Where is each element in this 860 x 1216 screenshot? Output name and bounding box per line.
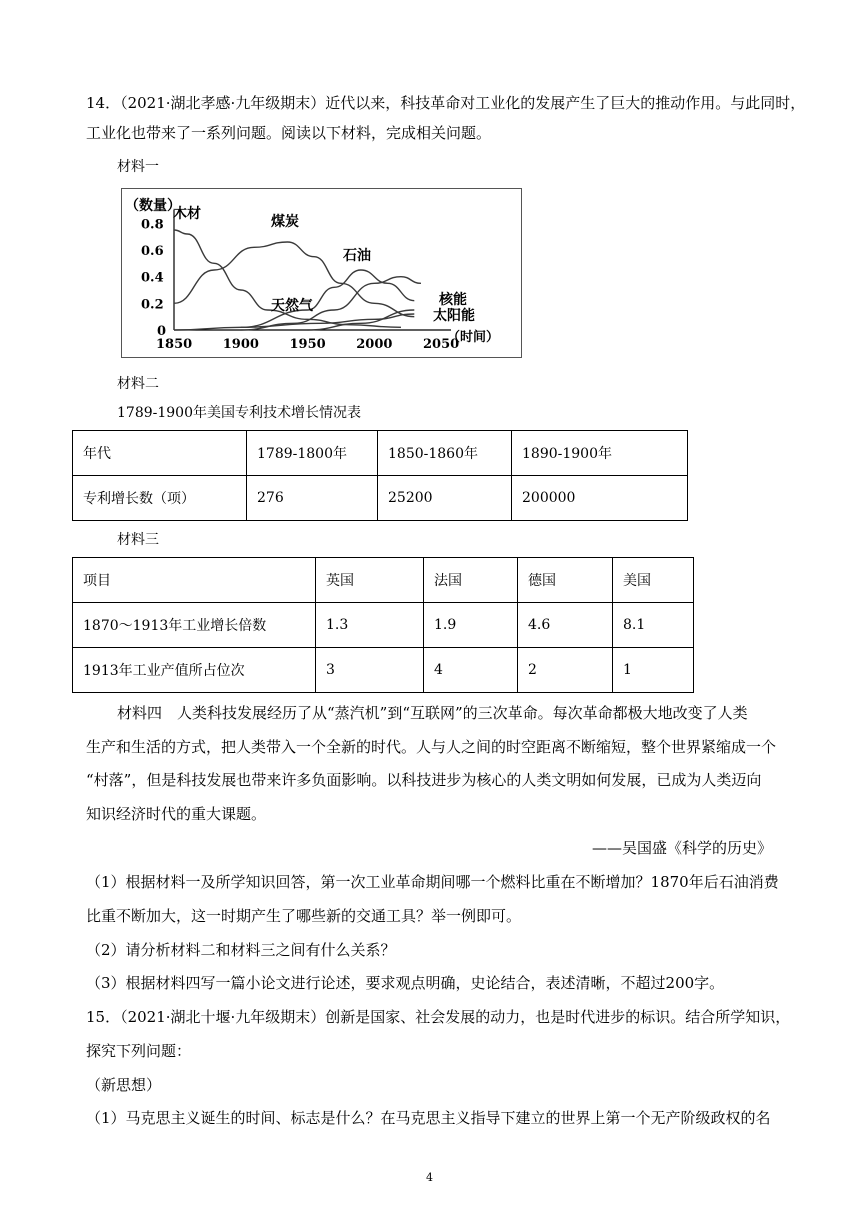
q14-sub1-line-2: 比重不断加大，这一时期产生了哪些新的交通工具？举一例即可。 [86, 907, 522, 925]
table-cell: 美国 [613, 558, 694, 603]
table-cell: 1913年工业产值所占位次 [73, 648, 316, 693]
q15-section: （新思想） [86, 1076, 162, 1094]
material-4-source: ——吴国盛《科学的历史》 [591, 839, 772, 857]
q14-line-2: 工业化也带来了一系列问题。阅读以下材料，完成相关问题。 [86, 124, 492, 142]
patent-growth-table [72, 430, 688, 521]
series-label: 天然气 [271, 298, 313, 314]
table-cell: 1890-1900年 [512, 431, 688, 476]
table-cell: 25200 [378, 476, 512, 521]
series-label: 木材 [173, 206, 201, 222]
q15-sub1: （1）马克思主义诞生的时间、标志是什么？在马克思主义指导下建立的世界上第一个无产阶级政权的名 [86, 1109, 771, 1127]
table-cell: 2 [518, 648, 613, 693]
table-cell: 3 [316, 648, 424, 693]
q15-line-2: 探究下列问题： [86, 1042, 192, 1060]
y-axis-label: （数量） [125, 198, 181, 214]
table-row [73, 648, 694, 693]
table-row [73, 558, 694, 603]
y-tick-label: 0.4 [141, 270, 164, 286]
material-2-label: 材料二 [117, 376, 159, 392]
table-cell: 1.3 [316, 603, 424, 648]
material-1-label: 材料一 [117, 159, 159, 175]
x-tick-label: 1950 [289, 337, 326, 352]
table-cell: 1 [613, 648, 694, 693]
material-4-line: 材料四 人类科技发展经历了从“蒸汽机”到“互联网”的三次革命。每次革命都极大地改变了人类 [117, 704, 748, 722]
table-cell: 1.9 [424, 603, 518, 648]
industrial-growth-table [72, 557, 694, 693]
y-tick-label: 0.2 [141, 297, 164, 313]
q14-sub1-line-1: （1）根据材料一及所学知识回答，第一次工业革命期间哪一个燃料比重在不断增加？1870年后石油消费 [86, 873, 779, 891]
table-row [73, 476, 688, 521]
table-cell: 英国 [316, 558, 424, 603]
y-tick-label: 0.6 [141, 244, 164, 259]
y-tick-label: 0.8 [141, 217, 164, 233]
q14-sub2: （2）请分析材料二和材料三之间有什么关系？ [86, 941, 396, 959]
x-axis-label: （时间） [447, 330, 500, 345]
table-cell: 276 [247, 476, 378, 521]
material-4-line: 知识经济时代的重大课题。 [86, 805, 267, 823]
material-4-line: “村落”，但是科技发展也带来许多负面影响。以科技进步为核心的人类文明如何发展，已成为人类迈向 [86, 771, 762, 789]
energy-consumption-chart [121, 188, 522, 358]
table-row [73, 431, 688, 476]
table-row [73, 603, 694, 648]
table-cell: 1789-1800年 [247, 431, 378, 476]
table-cell: 德国 [518, 558, 613, 603]
table-cell: 1850-1860年 [378, 431, 512, 476]
table-cell: 年代 [73, 431, 247, 476]
table-cell: 1870～1913年工业增长倍数 [73, 603, 316, 648]
material-4-line: 生产和生活的方式，把人类带入一个全新的时代。人与人之间的时空距离不断缩短，整个世界紧缩成一个 [86, 738, 777, 756]
table-cell: 法国 [424, 558, 518, 603]
series-label: 核能 [439, 292, 467, 308]
page-number: 4 [426, 1171, 433, 1184]
material-2-title: 1789-1900年美国专利技术增长情况表 [117, 405, 361, 421]
series-label: 石油 [343, 248, 371, 264]
x-tick-label: 2000 [356, 337, 393, 352]
q14-sub3: （3）根据材料四写一篇小论文进行论述，要求观点明确，史论结合，表述清晰，不超过200字。 [86, 974, 725, 992]
q14-line-1: 14．（2021·湖北孝感·九年级期末）近代以来，科技革命对工业化的发展产生了巨大的推动作用。与此同时， [86, 94, 806, 112]
material-3-label: 材料三 [117, 532, 159, 548]
table-cell: 4 [424, 648, 518, 693]
table-cell: 4.6 [518, 603, 613, 648]
y-tick-label: 0 [157, 324, 167, 339]
x-tick-label: 1900 [222, 337, 259, 352]
x-tick-label: 2050 [423, 337, 460, 352]
table-cell: 200000 [512, 476, 688, 521]
series-label: 煤炭 [271, 214, 299, 230]
table-cell: 8.1 [613, 603, 694, 648]
table-cell: 项目 [73, 558, 316, 603]
q15-line-1: 15．（2021·湖北十堰·九年级期末）创新是国家、社会发展的动力，也是时代进步的标识。结合所学知识， [86, 1008, 791, 1026]
table-cell: 专利增长数（项） [73, 476, 247, 521]
x-tick-label: 1850 [156, 337, 193, 352]
series-label: 太阳能 [433, 308, 475, 324]
